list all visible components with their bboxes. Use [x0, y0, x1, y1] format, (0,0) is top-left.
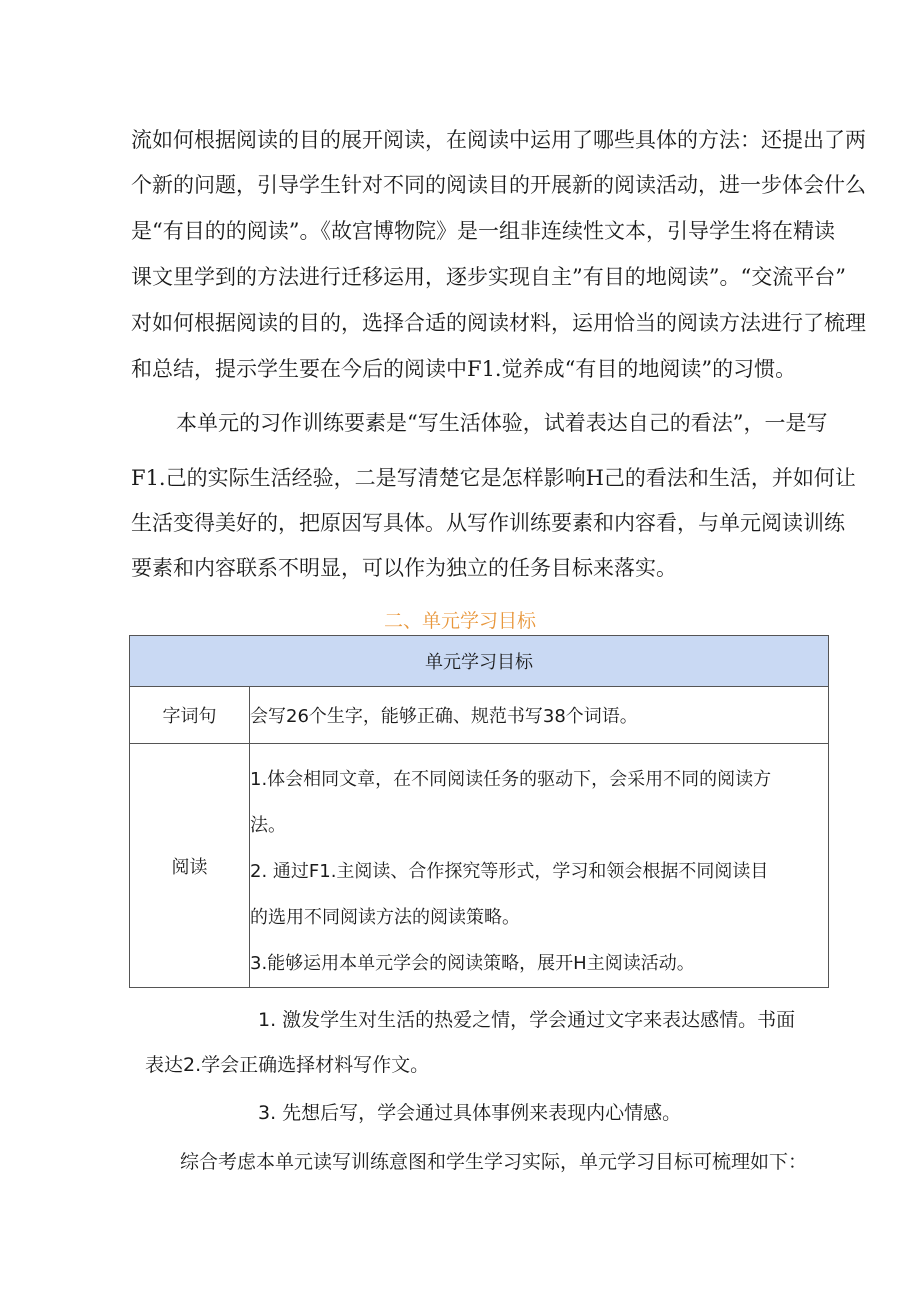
table-header: 单元学习目标: [130, 636, 829, 687]
row-label-reading: 阅读: [130, 744, 250, 988]
goals-table: [129, 635, 829, 988]
reading-line-2: 法。: [250, 815, 286, 836]
writing-goal-line-3: 3. 先想后写，学会通过具体事例来表现内心情感。: [258, 1102, 682, 1124]
table-row: [130, 687, 829, 744]
row-content-words: 会写26个生字，能够正确、规范书写38个词语。: [250, 687, 829, 744]
summary-line: 综合考虑本单元读写训练意图和学生学习实际，单元学习目标可梳理如下：: [180, 1151, 808, 1173]
writing-goal-line-1: 1. 激发学生对生活的热爱之情，学会通过文字来表达感情。书面: [258, 1009, 796, 1031]
section-heading: 二、单元学习目标: [383, 610, 536, 632]
para2-line-2: F1.己的实际生活经验，二是写清楚它是怎样影响H己的看法和生活，并如何让: [131, 466, 856, 490]
table-header-row: [130, 636, 829, 687]
para2-line-3: 生活变得美好的，把原因写具体。从写作训练要素和内容看，与单元阅读训练: [131, 511, 845, 535]
para1-line-6: 和总结，提示学生要在今后的阅读中F1.觉养成“有目的地阅读”的习惯。: [131, 357, 797, 381]
para1-line-4: 课文里学到的方法进行迁移运用，逐步实现自主”有目的地阅读”。“交流平台”: [131, 265, 846, 289]
writing-goal-line-2: 表达2.学会正确选择材料写作文。: [145, 1054, 430, 1076]
reading-line-1: 1.体会相同文章，在不同阅读任务的驱动下，会采用不同的阅读方: [250, 769, 772, 790]
para1-line-3: 是“有目的的阅读”。《故宫博物院》是一组非连续性文本，引导学生将在精读: [131, 219, 835, 243]
para1-line-1: 流如何根据阅读的目的展开阅读，在阅读中运用了哪些具体的方法：还提出了两: [131, 128, 866, 152]
reading-line-5: 3.能够运用本单元学会的阅读策略，展开H主阅读活动。: [250, 953, 695, 974]
para2-line-1: 本单元的习作训练要素是“写生活体验，试着表达自己的看法”，一是写: [176, 411, 828, 435]
reading-line-4: 的选用不同阅读方法的阅读策略。: [250, 907, 520, 928]
table-row: [130, 744, 829, 988]
row-content-reading: [250, 744, 829, 988]
reading-line-3: 2. 通过F1.主阅读、合作探究等形式，学习和领会根据不同阅读目: [250, 861, 769, 882]
para2-line-4: 要素和内容联系不明显，可以作为独立的任务目标来落实。: [131, 556, 677, 580]
para1-line-5: 对如何根据阅读的目的，选择合适的阅读材料，运用恰当的阅读方法进行了梳理: [131, 311, 866, 335]
row-label-words: 字词句: [130, 687, 250, 744]
para1-line-2: 个新的问题，引导学生针对不同的阅读目的开展新的阅读活动，进一步体会什么: [131, 173, 866, 197]
